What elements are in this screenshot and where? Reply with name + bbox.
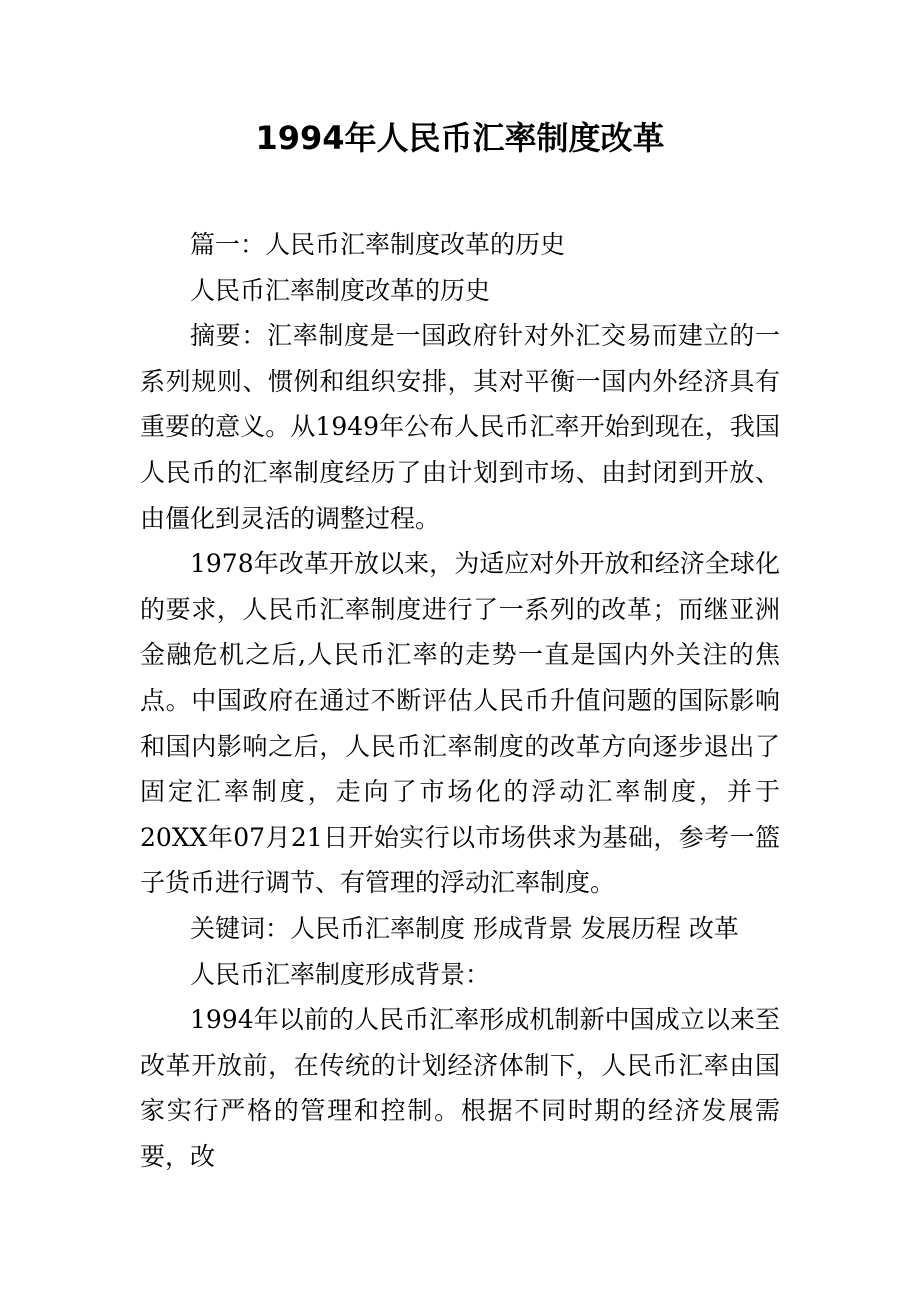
paragraph-abstract: 摘要：汇率制度是一国政府针对外汇交易而建立的一系列规则、惯例和组织安排，其对平衡一国内外经济具有重要的意义。从1949年公布人民币汇率开始到现在，我国人民币的汇率制度经历了由计划到市场、由封闭到开放、由僵化到灵活的调整过程。 [140, 321, 780, 533]
document-body [140, 222, 780, 1179]
paragraph-article-title: 人民币汇率制度改革的历史 [190, 275, 491, 305]
paragraph-section-heading: 人民币汇率制度形成背景： [190, 959, 491, 989]
paragraph-part-heading: 篇一：人民币汇率制度改革的历史 [190, 230, 566, 259]
paragraph-reform-since-1978: 1978年改革开放以来，为适应对外开放和经济全球化的要求，人民币汇率制度进行了一系列的改革；而继亚洲金融危机之后,人民币汇率的走势一直是国内外关注的焦点。中国政府在通过不断评估人民币升值问题的国际影响和国内影响之后，人民币汇率制度的改革方向逐步退出了固定汇率制度，走向了市场化的浮动汇率制度，并于20XX年07月21日开始实行以市场供求为基础，参考一篮子货币进行调节、有管理的浮动汇率制度。 [140, 549, 780, 898]
paragraph-keywords: 关键词：人民币汇率制度 形成背景 发展历程 改革 [190, 913, 739, 943]
document-title: 1994年人民币汇率制度改革 [255, 119, 665, 157]
paragraph-pre-1994: 1994年以前的人民币汇率形成机制新中国成立以来至改革开放前，在传统的计划经济体制下，人民币汇率由国家实行严格的管理和控制。根据不同时期的经济发展需要，改 [140, 1005, 780, 1171]
